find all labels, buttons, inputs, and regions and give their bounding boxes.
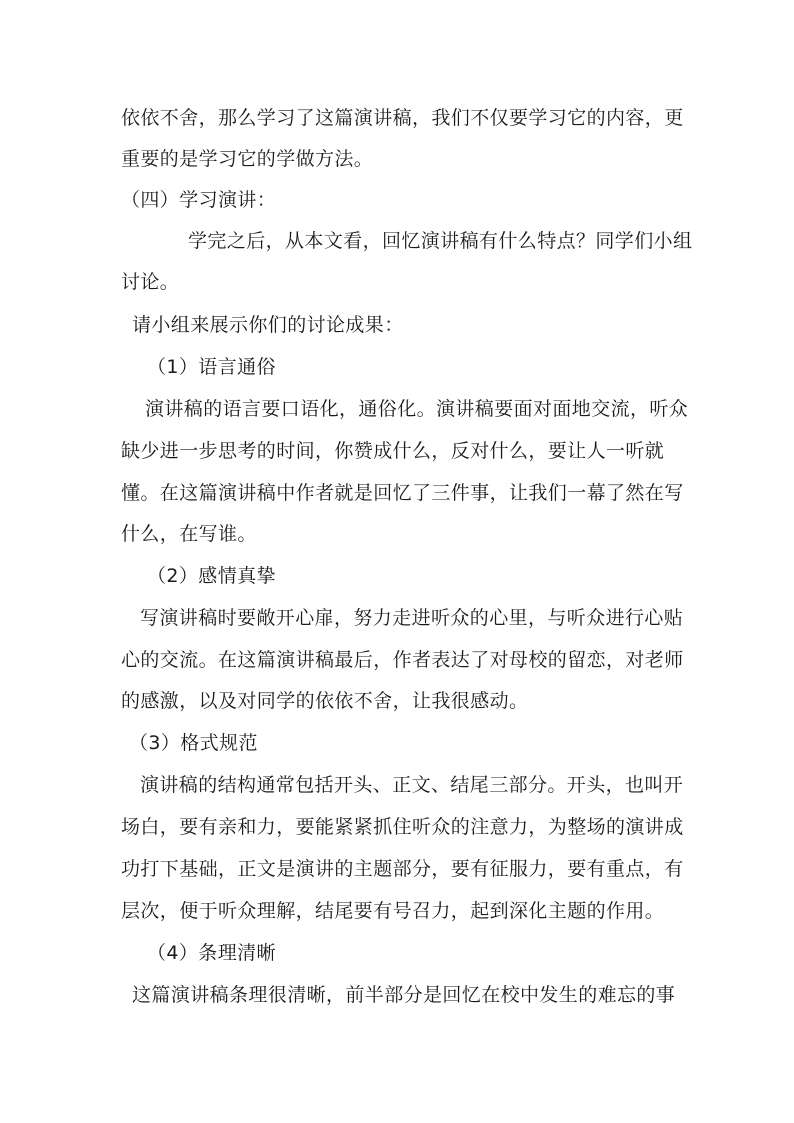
paragraph-line-1: 依依不舍，那么学习了这篇演讲稿，我们不仅要学习它的内容，更: [121, 107, 684, 129]
paragraph-line-11: 心的交流。在这篇演讲稿最后，作者表达了对母校的留恋，对老师: [121, 649, 684, 671]
paragraph-line-2: 重要的是学习它的学做方法。: [121, 148, 374, 170]
paragraph-line-14: 场白，要有亲和力，要能紧紧抓住听众的注意力，为整场的演讲成: [121, 816, 684, 838]
paragraph-line-8: 懂。在这篇演讲稿中作者就是回忆了三件事，让我们一幕了然在写: [121, 482, 684, 504]
paragraph-line-9: 什么，在写谁。: [121, 523, 257, 545]
paragraph-line-12: 的感激，以及对同学的依依不舍，让我很感动。: [121, 690, 529, 712]
paragraph-line-16: 层次，便于听众理解，结尾要有号召力，起到深化主题的作用。: [121, 900, 665, 922]
paragraph-line-17: 这篇演讲稿条理很清晰，前半部分是回忆在校中发生的难忘的事: [132, 984, 676, 1006]
paragraph-line-15: 功打下基础，正文是演讲的主题部分，要有征服力，要有重点，有: [121, 858, 684, 880]
paragraph-line-3: 学完之后，从本文看，回忆演讲稿有什么特点？同学们小组: [188, 230, 693, 252]
subheading-1: （1）语言通俗: [147, 356, 276, 378]
subheading-3: （3）格式规范: [129, 732, 258, 754]
subheading-2: （2）感情真挚: [147, 565, 276, 587]
paragraph-line-4: 讨论。: [121, 271, 180, 293]
paragraph-line-10: 写演讲稿时要敞开心扉，努力走进听众的心里，与听众进行心贴: [140, 607, 684, 629]
paragraph-line-13: 演讲稿的结构通常包括开头、正文、结尾三部分。开头，也叫开: [140, 774, 684, 796]
section-heading-4: （四）学习演讲：: [121, 189, 277, 211]
paragraph-line-6: 演讲稿的语言要口语化，通俗化。演讲稿要面对面地交流，听众: [145, 398, 689, 420]
paragraph-line-7: 缺少进一步思考的时间，你赞成什么，反对什么，要让人一听就: [121, 440, 665, 462]
paragraph-line-5: 请小组来展示你们的讨论成果：: [132, 314, 404, 336]
subheading-4: （4）条理清晰: [147, 942, 276, 964]
